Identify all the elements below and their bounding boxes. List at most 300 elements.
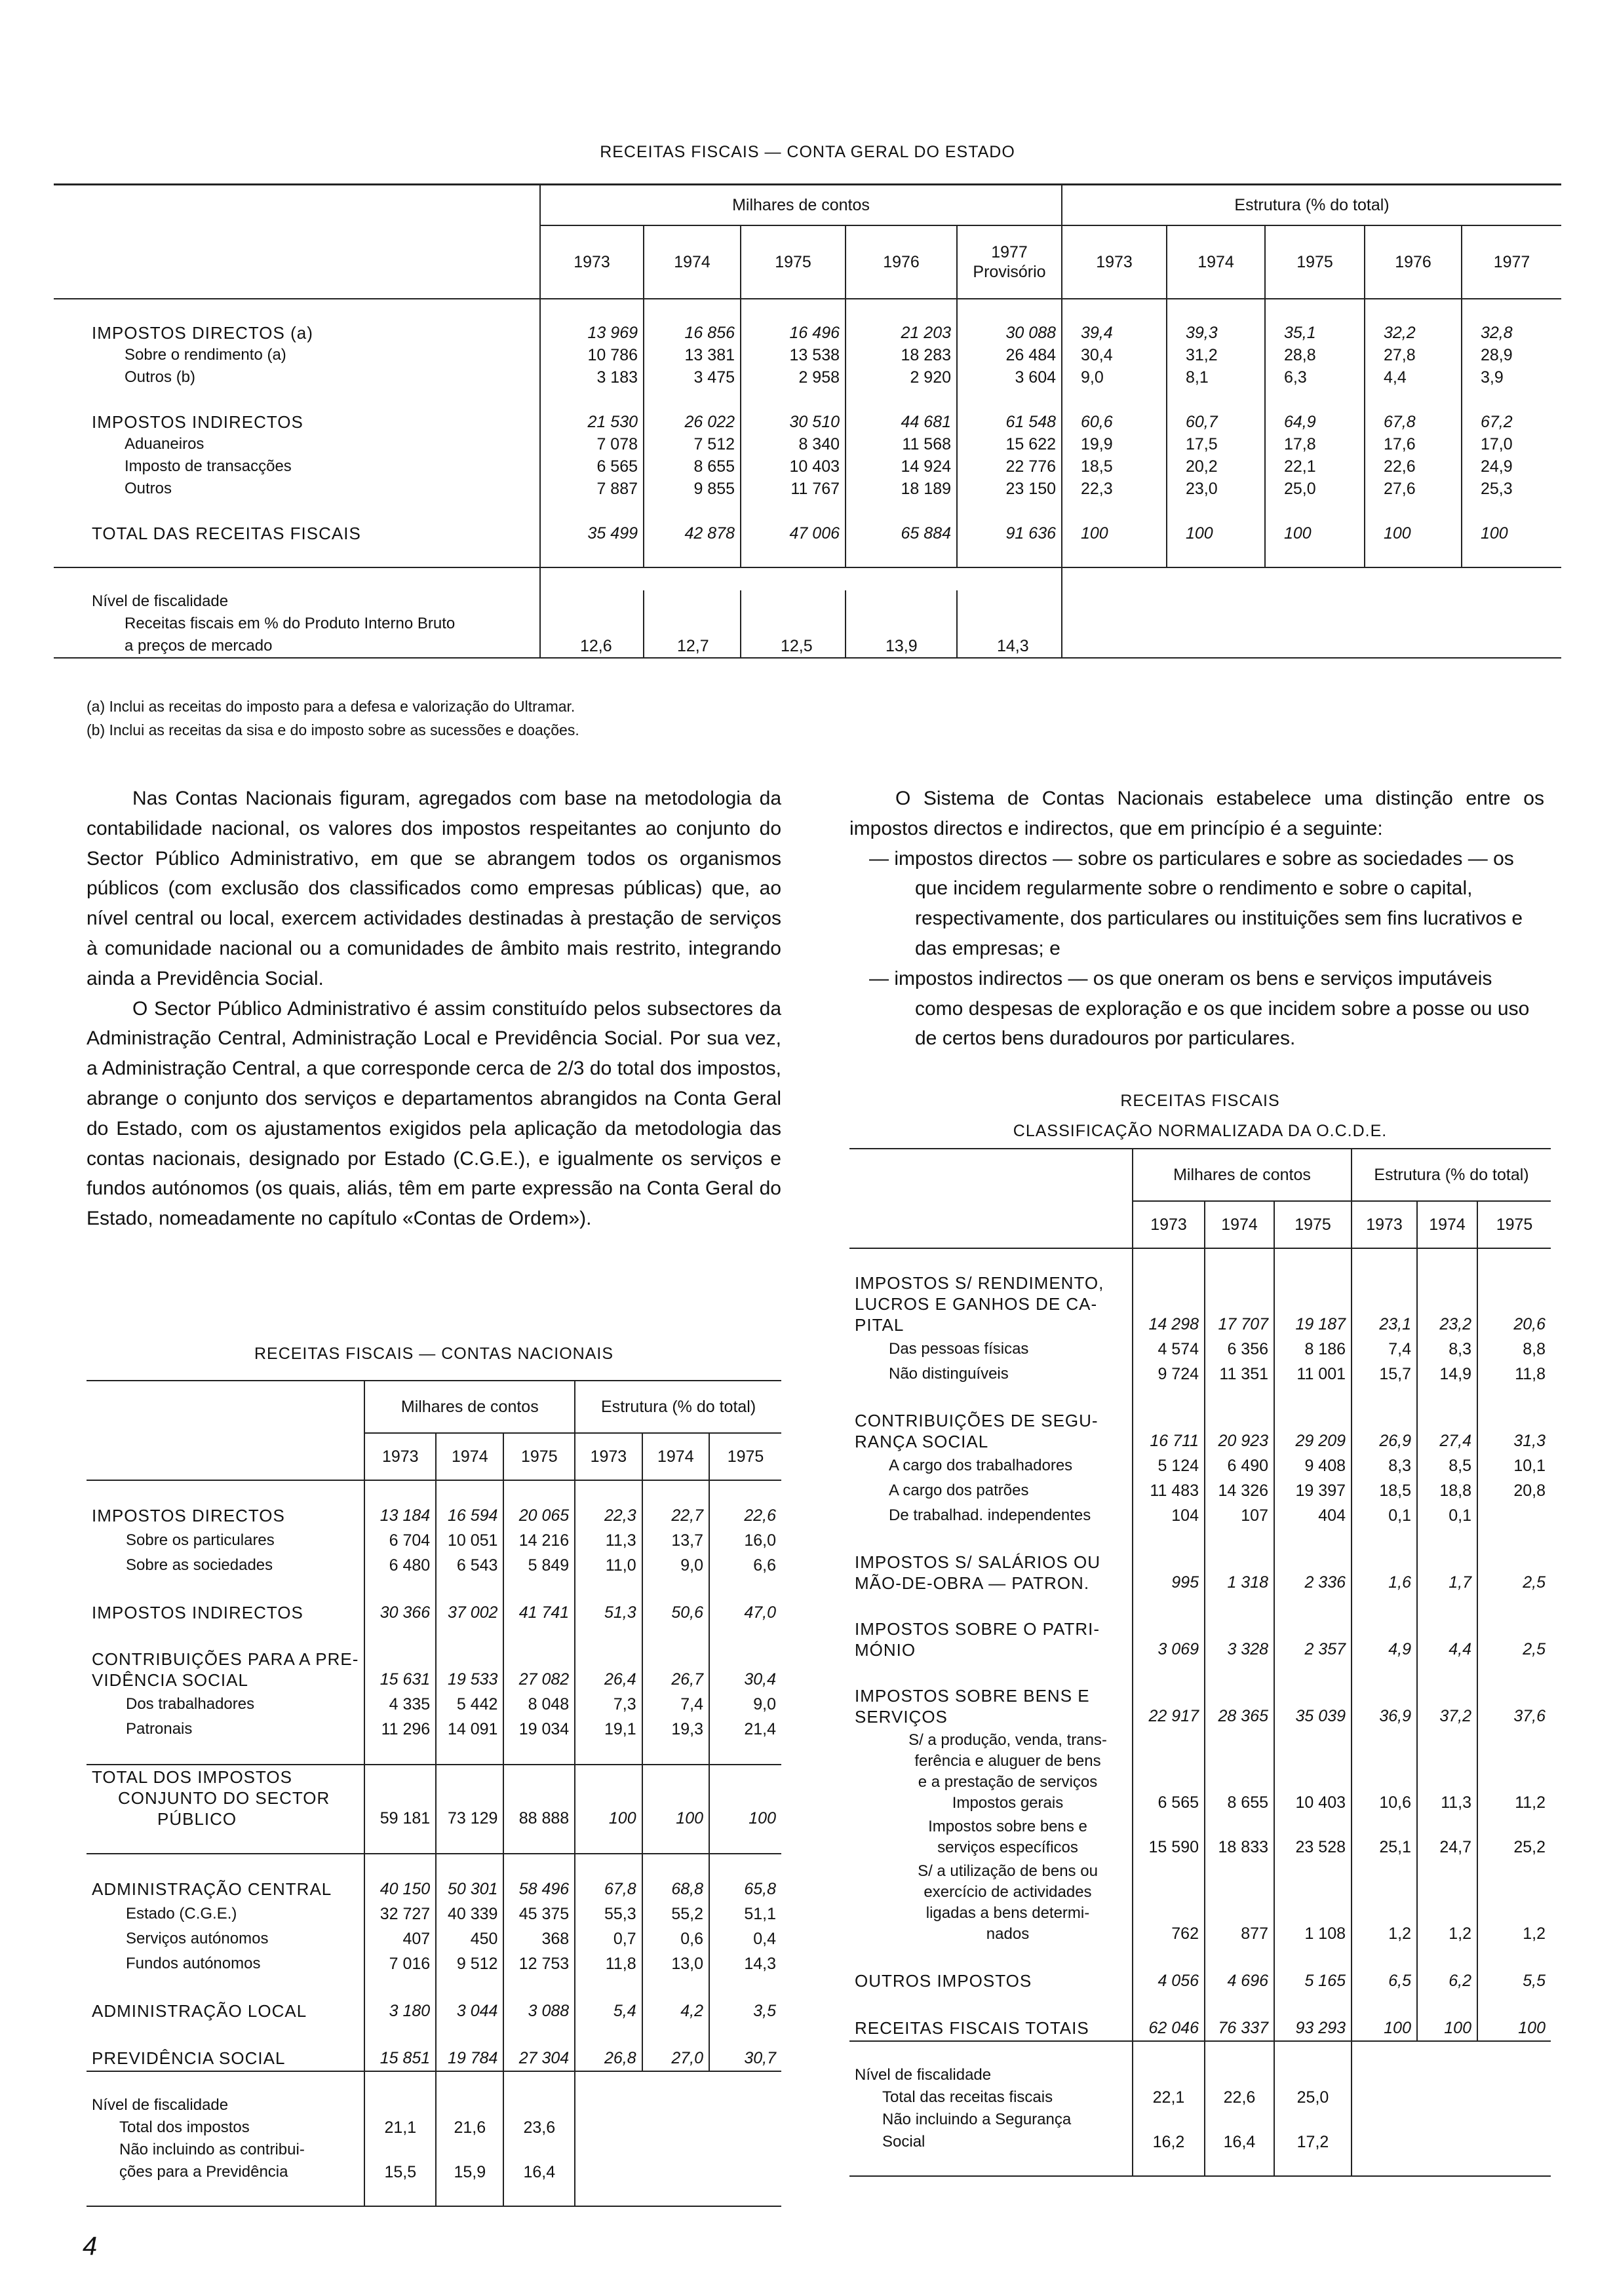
t3-row-label [849,1860,1133,1946]
t1-value-cell: 16 856 [644,322,741,344]
t2-row [87,1999,781,2023]
t3-row [849,1684,1551,1729]
t2-pct-cell: 0,7 [575,1926,642,1951]
left-text [87,784,781,1234]
t3-pct-cell: 18,5 [1352,1478,1417,1503]
t1-pct-cell: 100 [1062,522,1167,545]
right-bullet: — impostos indirectos — os que oneram os bens e serviços imputáveis como despesas de exploração e os que incidem sobre a posse ou uso de certos bens duradouros por particulares. [869,967,1530,1050]
t3-value-cell: 9 724 [1133,1362,1205,1387]
t3-value-cell: 14 326 [1205,1478,1274,1503]
t3-row-label [849,1684,1133,1729]
t1-year: 1975 [741,225,846,299]
t3-pct-cell: 23,2 [1417,1271,1477,1337]
t2-pct-cell: 68,8 [642,1877,709,1902]
t3-year: 1975 [1477,1201,1551,1248]
t2-row-label-line: CONTRIBUIÇÕES PARA A PRE- [92,1649,359,1669]
t1-row-label: IMPOSTOS DIRECTOS (a) [92,322,313,343]
t3-row-label-line: RECEITAS FISCAIS TOTAIS [855,2018,1089,2038]
t1-pct-cell: 64,9 [1265,411,1365,433]
t1-row-label: Imposto de transacções [125,457,292,475]
t3-value-cell: 2 357 [1274,1617,1352,1662]
t1-row [54,433,1561,455]
t1-value-cell: 13 969 [540,322,644,344]
t3-nivel-value: 16,2 [1133,2131,1205,2153]
t2-pct-cell: 26,8 [575,2046,642,2071]
t1-value-cell: 13 381 [644,344,741,366]
t1-value-cell: 11 767 [741,478,846,500]
t2-row-label [87,1692,364,1717]
t3-pct-cell: 8,8 [1477,1337,1551,1362]
t2-pct-cell: 14,3 [709,1951,781,1976]
t1-value-cell: 26 022 [644,411,741,433]
t3-pct-cell: 24,7 [1417,1815,1477,1860]
t3-pct-cell: 5,5 [1477,1968,1551,1993]
t3-value-cell: 6 490 [1205,1453,1274,1478]
t2-row-label [87,1926,364,1951]
t3-pct-cell: 100 [1352,2016,1417,2041]
t1-value-cell: 2 920 [846,366,957,389]
t1-value-cell: 15 622 [957,433,1062,455]
t3-value-cell: 23 528 [1274,1815,1352,1860]
t2-value-cell: 41 741 [503,1600,575,1625]
t3-value-cell: 29 209 [1274,1409,1352,1453]
t3-pct-cell: 11,8 [1477,1362,1551,1387]
t1-row-label: Aduaneiros [125,435,204,453]
t3-row-label-line: RANÇA SOCIAL [855,1432,989,1451]
t3-row-label-line: IMPOSTOS S/ SALÁRIOS OU [855,1552,1101,1572]
t1-value-cell: 23 150 [957,478,1062,500]
t2-row-label [87,1600,364,1625]
t1-pct-cell: 8,1 [1167,366,1265,389]
t2-year: 1974 [436,1433,503,1480]
t1-value-cell: 18 189 [846,478,957,500]
t1-value-cell: 3 183 [540,366,644,389]
t1-pct-cell: 24,9 [1462,455,1561,478]
t3-nivel-value: 22,1 [1133,2086,1205,2109]
t2-row-label-line: IMPOSTOS DIRECTOS [92,1506,285,1525]
t1-nivel-value: 12,6 [540,635,644,658]
t1-value-cell: 2 958 [741,366,846,389]
t2-value-cell: 15 851 [364,2046,436,2071]
t2-nivel-value: 23,6 [503,2116,575,2139]
t2-row-label-line: Sobre as sociedades [126,1556,273,1574]
t2-row [87,1692,781,1717]
t1-row-label: Outros (b) [125,368,196,386]
t2-pct-cell: 7,3 [575,1692,642,1717]
t2-row-label [87,1503,364,1528]
t3-row-label [849,2016,1133,2041]
t2-value-cell: 11 296 [364,1717,436,1742]
t2-value-cell: 8 048 [503,1692,575,1717]
t2-row-label-line: TOTAL DOS IMPOSTOS [92,1767,292,1787]
t1-row [54,344,1561,366]
t1-value-cell: 26 484 [957,344,1062,366]
t1-year: 1974 [644,225,741,299]
t1-year: 1977 [991,243,1028,261]
t3-nivel-label: Nível de fiscalidade [855,2066,992,2084]
table1-title: RECEITAS FISCAIS — CONTA GERAL DO ESTADO [600,143,1015,161]
t2-nivel-value: 15,9 [436,2161,503,2183]
t3-pct-cell: 37,6 [1477,1684,1551,1729]
t3-value-cell: 76 337 [1205,2016,1274,2041]
t2-value-cell: 12 753 [503,1951,575,1976]
t2-value-cell: 3 088 [503,1999,575,2023]
t2-pct-cell: 16,0 [709,1528,781,1553]
t2-pct-cell: 19,3 [642,1717,709,1742]
t3-row-label [849,1729,1133,1815]
t2-pct-cell: 22,3 [575,1503,642,1528]
left-paragraph: Nas Contas Nacionais figuram, agregados com base na metodologia da contabilidade nacional, os valores dos impostos respeitantes ao conjunto do Sector Público Administrativo, em que se abrangem todos os organismos públicos (com exclusão dos classificados como empresas públicas) que, ao nível central ou local, exercem actividades destinadas à prestação de serviços à comunidade nacional ou a comunidades de âmbito mais restrito, integrando ainda a Previdência Social. [87,788,781,989]
t3-value-cell: 35 039 [1274,1684,1352,1729]
t1-value-cell: 21 530 [540,411,644,433]
t1-pct-cell: 39,3 [1167,322,1265,344]
t1-nivel-value: 13,9 [846,635,957,658]
t3-row-label-line: A cargo dos trabalhadores [889,1457,1073,1474]
t2-row-label-line: PREVIDÊNCIA SOCIAL [92,2048,286,2068]
t2-pct-cell: 13,0 [642,1951,709,1976]
t1-row [54,522,1561,545]
t3-value-cell: 5 165 [1274,1968,1352,1993]
t2-row-label [87,1647,364,1692]
t1-pct-cell: 19,9 [1062,433,1167,455]
t3-row-label-line: PITAL [855,1315,905,1335]
t2-value-cell: 16 594 [436,1503,503,1528]
t3-pct-cell: 10,6 [1352,1729,1417,1815]
t2-pct-cell: 67,8 [575,1877,642,1902]
t3-pct-cell: 37,2 [1417,1684,1477,1729]
t1-value-cell: 61 548 [957,411,1062,433]
t2-pct-cell: 3,5 [709,1999,781,2023]
t3-value-cell: 11 483 [1133,1478,1205,1503]
t1-value-cell: 7 887 [540,478,644,500]
t1-group-values: Milhares de contos [540,185,1062,226]
t2-value-cell: 30 366 [364,1600,436,1625]
t1-value-cell: 44 681 [846,411,957,433]
t1-value-cell: 7 512 [644,433,741,455]
t3-pct-cell: 26,9 [1352,1409,1417,1453]
t2-group-structure: Estrutura (% do total) [575,1381,781,1433]
t1-pct-cell: 60,7 [1167,411,1265,433]
t3-row-label [849,1409,1133,1453]
t3-row [849,1503,1551,1528]
t2-row-label-line: Serviços autónomos [126,1930,269,1947]
t3-value-cell: 3 069 [1133,1617,1205,1662]
t3-value-cell: 6 565 [1133,1729,1205,1815]
t2-row [87,1765,781,1831]
t2-pct-cell: 13,7 [642,1528,709,1553]
t3-value-cell: 16 711 [1133,1409,1205,1453]
t2-pct-cell: 100 [575,1765,642,1831]
t2-row [87,1877,781,1902]
t3-pct-cell: 27,4 [1417,1409,1477,1453]
t3-pct-cell: 4,4 [1417,1617,1477,1662]
t1-year-provisional [957,225,1062,299]
t1-nivel-label: a preços de mercado [125,637,273,655]
t2-row [87,1528,781,1553]
t1-value-cell: 30 088 [957,322,1062,344]
t3-row-label-line: serviços específicos [937,1839,1078,1856]
t3-pct-cell: 36,9 [1352,1684,1417,1729]
t2-value-cell: 20 065 [503,1503,575,1528]
t3-pct-cell: 8,5 [1417,1453,1477,1478]
t3-row-label-line: e a prestação de serviços [918,1773,1098,1791]
table1 [54,183,1561,659]
t3-pct-cell: 2,5 [1477,1550,1551,1595]
t1-row [54,411,1561,433]
t3-pct-cell: 0,1 [1417,1503,1477,1528]
t1-row [54,366,1561,389]
t1-pct-cell: 32,8 [1462,322,1561,344]
t3-row [849,1815,1551,1860]
t1-year: 1976 [846,225,957,299]
t2-row-label [87,1877,364,1902]
t2-nivel-value: 16,4 [503,2161,575,2183]
t2-row-label [87,2046,364,2071]
t1-row-label: IMPOSTOS INDIRECTOS [92,411,303,432]
t2-year: 1973 [364,1433,436,1480]
t2-row-label-line: Patronais [126,1720,193,1738]
t1-pct-cell: 100 [1167,522,1265,545]
t1-value-cell: 16 496 [741,322,846,344]
t3-pct-cell: 2,5 [1477,1617,1551,1662]
t2-pct-cell: 47,0 [709,1600,781,1625]
t3-value-cell: 104 [1133,1503,1205,1528]
t3-pct-cell: 1,2 [1477,1860,1551,1946]
t3-row-label-line: MÓNIO [855,1640,916,1660]
t3-value-cell: 6 356 [1205,1337,1274,1362]
t3-value-cell: 11 001 [1274,1362,1352,1387]
t1-row-label: Sobre o rendimento (a) [125,346,286,364]
t3-row-label-line: CONTRIBUIÇÕES DE SEGU- [855,1411,1099,1430]
t1-pct-cell: 22,6 [1365,455,1462,478]
t2-pct-cell: 0,6 [642,1926,709,1951]
t3-row-label-line: De trabalhad. independentes [889,1506,1091,1524]
t3-nivel-r2-label: Social [882,2133,925,2151]
t2-row [87,1951,781,1976]
t2-value-cell: 5 442 [436,1692,503,1717]
t2-pct-cell: 9,0 [709,1692,781,1717]
t2-nivel-r2-label: Não incluindo as contribui- [119,2141,305,2158]
t3-pct-cell: 23,1 [1352,1271,1417,1337]
left-paragraph: O Sector Público Administrativo é assim constituído pelos subsectores da Administração Central, Administração Local e Previdência Social. Por sua vez, a Administração Central, a que corresponde cerca de 2/3 do total dos impostos, abrange o conjunto dos serviços e departamentos abrangidos na Conta Geral do Estado, com os ajustamentos exigidos pela aplicação da metodologia das contas nacionais, designado por Estado (C.G.E.), e igualmente os serviços e fundos autónomos (os quais, aliás, têm em parte expressão na Conta Geral do Estado, nomeadamente no capítulo «Contas de Ordem»). [87,997,781,1230]
t3-row-label-line: nados [986,1925,1030,1943]
t3-value-cell: 1 108 [1274,1860,1352,1946]
t2-value-cell: 6 480 [364,1553,436,1578]
t3-nivel-r1-label: Total das receitas fiscais [882,2088,1053,2106]
t3-value-cell: 19 187 [1274,1271,1352,1337]
t3-row-label-line: IMPOSTOS S/ RENDIMENTO, [855,1273,1104,1293]
t2-pct-cell: 65,8 [709,1877,781,1902]
t3-pct-cell [1477,1503,1551,1528]
t2-pct-cell: 9,0 [642,1553,709,1578]
t1-value-cell: 6 565 [540,455,644,478]
t3-value-cell: 4 574 [1133,1337,1205,1362]
t2-value-cell: 6 543 [436,1553,503,1578]
t3-row-label [849,1362,1133,1387]
t2-pct-cell: 27,0 [642,2046,709,2071]
t2-row [87,1717,781,1742]
t2-pct-cell: 11,8 [575,1951,642,1976]
t1-pct-cell: 25,3 [1462,478,1561,500]
table1-notes [87,695,579,742]
t1-value-cell: 30 510 [741,411,846,433]
t2-row [87,1503,781,1528]
t2-value-cell: 13 184 [364,1503,436,1528]
t3-value-cell: 995 [1133,1550,1205,1595]
t3-row-label-line: S/ a utilização de bens ou [918,1862,1098,1880]
t2-row-label [87,1765,364,1831]
t1-pct-cell: 25,0 [1265,478,1365,500]
t3-value-cell: 9 408 [1274,1453,1352,1478]
t2-value-cell: 19 034 [503,1717,575,1742]
t2-pct-cell: 30,7 [709,2046,781,2071]
t1-year: 1976 [1365,225,1462,299]
t2-nivel-r2-label: ções para a Previdência [119,2163,288,2181]
t2-row-label-line: Sobre os particulares [126,1531,275,1549]
t2-value-cell: 7 016 [364,1951,436,1976]
t2-pct-cell: 26,4 [575,1647,642,1692]
t2-row-label [87,1902,364,1926]
t2-pct-cell: 22,6 [709,1503,781,1528]
t2-row-label-line: PÚBLICO [157,1809,237,1829]
t3-row [849,1409,1551,1453]
t3-pct-cell: 14,9 [1417,1362,1477,1387]
t1-value-cell: 21 203 [846,322,957,344]
t3-value-cell: 20 923 [1205,1409,1274,1453]
t3-year: 1973 [1133,1201,1205,1248]
t3-pct-cell: 11,2 [1477,1729,1551,1815]
t3-value-cell: 93 293 [1274,2016,1352,2041]
t3-row [849,1478,1551,1503]
t3-value-cell: 4 696 [1205,1968,1274,1993]
t2-row-label-line: ADMINISTRAÇÃO LOCAL [92,2001,307,2021]
t3-pct-cell: 15,7 [1352,1362,1417,1387]
t2-group-values: Milhares de contos [364,1381,575,1433]
table3-subtitle: CLASSIFICAÇÃO NORMALIZADA DA O.C.D.E. [1013,1122,1388,1140]
t1-value-cell: 3 604 [957,366,1062,389]
t2-value-cell: 5 849 [503,1553,575,1578]
t2-row-label-line: Estado (C.G.E.) [126,1905,237,1923]
t1-pct-cell: 31,2 [1167,344,1265,366]
t2-value-cell: 450 [436,1926,503,1951]
t1-pct-cell: 60,6 [1062,411,1167,433]
t1-pct-cell: 100 [1462,522,1561,545]
t1-pct-cell: 4,4 [1365,366,1462,389]
t1-pct-cell: 30,4 [1062,344,1167,366]
t2-nivel-r1-label: Total dos impostos [119,2118,250,2136]
t2-row-label-line: ADMINISTRAÇÃO CENTRAL [92,1879,332,1899]
t3-row-label-line: SERVIÇOS [855,1707,948,1727]
t2-row-label-line: Dos trabalhadores [126,1695,255,1713]
t3-group-structure: Estrutura (% do total) [1352,1149,1551,1201]
t2-pct-cell: 50,6 [642,1600,709,1625]
t3-value-cell: 8 655 [1205,1729,1274,1815]
t1-row [54,322,1561,344]
t2-year: 1975 [503,1433,575,1480]
t1-pct-cell: 32,2 [1365,322,1462,344]
t2-pct-cell: 4,2 [642,1999,709,2023]
t3-year: 1975 [1274,1201,1352,1248]
t3-nivel-value: 16,4 [1205,2131,1274,2153]
t3-row [849,1729,1551,1815]
t1-value-cell: 47 006 [741,522,846,545]
t3-nivel-r2-label: Não incluindo a Segurança [882,2111,1072,2128]
t1-pct-cell: 20,2 [1167,455,1265,478]
t2-nivel-value: 21,1 [364,2116,436,2139]
table2 [87,1380,781,2207]
t1-pct-cell: 23,0 [1167,478,1265,500]
t3-row [849,1968,1551,1993]
t2-year: 1974 [642,1433,709,1480]
t3-value-cell: 19 397 [1274,1478,1352,1503]
t1-pct-cell: 18,5 [1062,455,1167,478]
t2-value-cell: 14 091 [436,1717,503,1742]
t1-pct-cell: 28,9 [1462,344,1561,366]
t2-value-cell: 32 727 [364,1902,436,1926]
t2-value-cell: 50 301 [436,1877,503,1902]
t3-row-label [849,1550,1133,1595]
t2-value-cell: 6 704 [364,1528,436,1553]
t1-year: 1973 [1062,225,1167,299]
t1-value-cell: 35 499 [540,522,644,545]
t3-row-label-line: OUTROS IMPOSTOS [855,1971,1032,1991]
t1-pct-cell: 67,8 [1365,411,1462,433]
t3-pct-cell: 1,2 [1417,1860,1477,1946]
t3-row-label-line: S/ a produção, venda, trans- [908,1731,1107,1749]
t3-pct-cell: 6,2 [1417,1968,1477,1993]
t2-value-cell: 37 002 [436,1600,503,1625]
t3-value-cell: 11 351 [1205,1362,1274,1387]
t3-year: 1973 [1352,1201,1417,1248]
t2-row [87,1647,781,1692]
t3-pct-cell: 31,3 [1477,1409,1551,1453]
t1-row [54,455,1561,478]
t3-pct-cell: 11,3 [1417,1729,1477,1815]
t2-value-cell: 10 051 [436,1528,503,1553]
t1-pct-cell: 22,1 [1265,455,1365,478]
t3-value-cell: 14 298 [1133,1271,1205,1337]
t3-value-cell: 28 365 [1205,1684,1274,1729]
t2-pct-cell: 55,2 [642,1902,709,1926]
t1-value-cell: 65 884 [846,522,957,545]
t1-year: 1973 [540,225,644,299]
t1-value-cell: 10 786 [540,344,644,366]
t2-pct-cell: 26,7 [642,1647,709,1692]
t2-row-label-line: CONJUNTO DO SECTOR [118,1788,330,1808]
t1-value-cell: 10 403 [741,455,846,478]
t2-value-cell: 3 044 [436,1999,503,2023]
t3-row-label [849,1478,1133,1503]
t3-row-label-line: IMPOSTOS SOBRE O PATRI- [855,1619,1100,1639]
t2-value-cell: 59 181 [364,1765,436,1831]
t3-pct-cell: 10,1 [1477,1453,1551,1478]
t2-value-cell: 4 335 [364,1692,436,1717]
t3-pct-cell: 1,6 [1352,1550,1417,1595]
t3-pct-cell: 100 [1417,2016,1477,2041]
t2-pct-cell: 100 [642,1765,709,1831]
t2-row-label [87,1528,364,1553]
t1-value-cell: 7 078 [540,433,644,455]
t3-pct-cell: 0,1 [1352,1503,1417,1528]
t2-pct-cell: 51,1 [709,1902,781,1926]
t2-row [87,1600,781,1625]
t3-value-cell: 1 318 [1205,1550,1274,1595]
t3-pct-cell: 8,3 [1417,1337,1477,1362]
t3-value-cell: 62 046 [1133,2016,1205,2041]
t3-value-cell: 877 [1205,1860,1274,1946]
t2-value-cell: 9 512 [436,1951,503,1976]
table2-title: RECEITAS FISCAIS — CONTAS NACIONAIS [254,1345,614,1363]
